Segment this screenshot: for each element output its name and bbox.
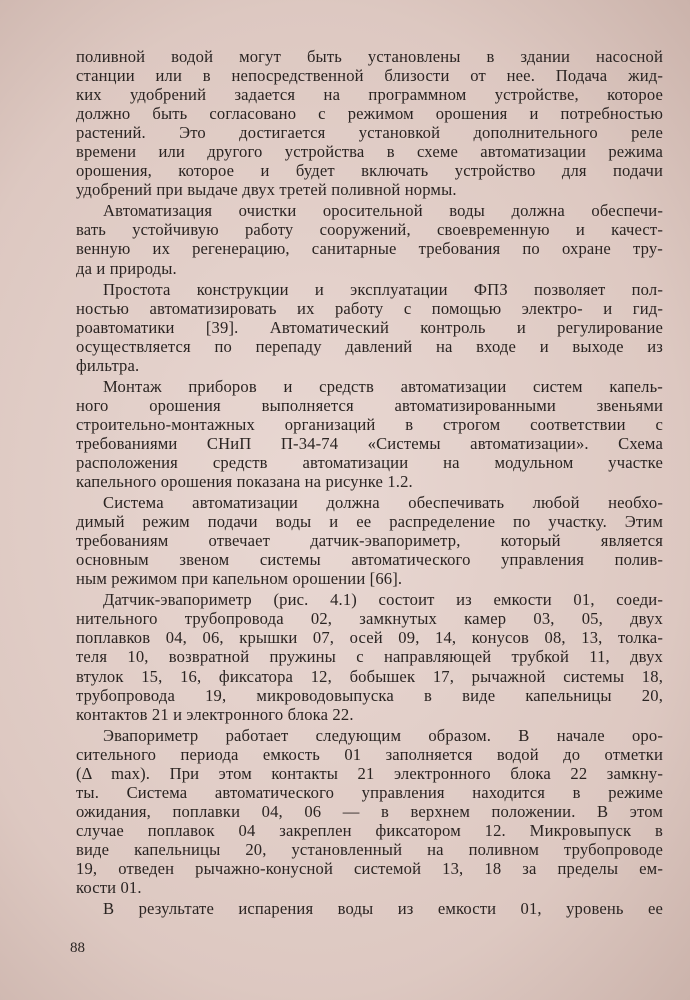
text-line: Автоматизация очистки оросительной воды должна обеспечи-: [103, 201, 663, 221]
text-line: ожидания, поплавки 04, 06 — в верхнем положении. В этом: [76, 801, 663, 821]
text-line: фильтра.: [76, 355, 140, 375]
paragraph: [76, 493, 663, 588]
text-line: капельного орошения показана на рисунке 1.2.: [76, 472, 413, 492]
paragraph: [76, 201, 663, 277]
text-line: осуществляется по перепаду давлений на входе и выходе из: [76, 336, 663, 356]
text-line: Простота конструкции и эксплуатации ФПЗ позволяет пол-: [103, 279, 663, 299]
page-number: 88: [70, 940, 85, 956]
paragraph: [76, 726, 663, 897]
text-line: требованиями СНиП П-34-74 «Системы автоматизации». Схема: [76, 433, 663, 453]
text-line: трубопровода 19, микроводовыпуска в виде капельницы 20,: [76, 685, 663, 705]
text-line: 19, отведен рычажно-конусной системой 13, 18 за пределы ем-: [76, 858, 663, 878]
text-line: вать устойчивую работу сооружений, своевременную и качест-: [76, 220, 663, 240]
text-line: роавтоматики [39]. Автоматический контроль и регулирование: [76, 317, 663, 337]
paragraph: [76, 47, 663, 199]
paragraph: [76, 280, 663, 375]
text-line: В результате испарения воды из емкости 01, уровень ее: [103, 899, 663, 919]
text-line: (Δ max). При этом контакты 21 электронного блока 22 замкну-: [76, 763, 663, 783]
text-line: времени или другого устройства в схеме автоматизации режима: [76, 142, 663, 162]
text-line: ностью автоматизировать их работу с помощью электро- и гид-: [76, 298, 663, 318]
text-line: поплавков 04, 06, крышки 07, осей 09, 14, конусов 08, 13, толка-: [76, 628, 663, 648]
text-line: Монтаж приборов и средств автоматизации систем капель-: [103, 376, 663, 396]
text-line: должно быть согласовано с режимом орошения и потребностью: [76, 104, 663, 124]
page-text-body: [76, 47, 663, 920]
text-line: да и природы.: [76, 258, 177, 278]
text-line: нительного трубопровода 02, замкнутых камер 03, 05, двух: [76, 609, 663, 629]
text-line: ты. Система автоматического управления находится в режиме: [76, 782, 663, 802]
text-line: основным звеном системы автоматического управления полив-: [76, 550, 663, 570]
text-line: димый режим подачи воды и ее распределение по участку. Этим: [76, 512, 663, 532]
text-line: сительного периода емкость 01 заполняется водой до отметки: [76, 744, 663, 764]
text-line: ным режимом при капельном орошении [66].: [76, 569, 403, 589]
text-line: венную их регенерацию, санитарные требования по охране тру-: [76, 239, 663, 259]
text-line: поливной водой могут быть установлены в здании насосной: [76, 47, 663, 66]
text-line: контактов 21 и электронного блока 22.: [76, 704, 354, 724]
text-line: строительно-монтажных организаций в строгом соответствии с: [76, 414, 663, 434]
text-line: растений. Это достигается установкой дополнительного реле: [76, 123, 663, 143]
text-line: Эвапориметр работает следующим образом. В начале оро-: [103, 725, 663, 745]
text-line: требованиям отвечает датчик-эвапориметр, который является: [76, 531, 663, 551]
paragraph: [76, 377, 663, 491]
text-line: виде капельницы 20, установленный на поливном трубопроводе: [76, 839, 663, 859]
text-line: Система автоматизации должна обеспечивать любой необхо-: [103, 493, 663, 513]
text-line: теля 10, возвратной пружины с направляющей трубкой 11, двух: [76, 647, 663, 667]
text-line: втулок 15, 16, фиксатора 12, бобышек 17, рычажной системы 18,: [76, 666, 663, 686]
text-line: ного орошения выполняется автоматизированными звеньями: [76, 395, 663, 415]
text-line: случае поплавок 04 закреплен фиксатором 12. Микровыпуск в: [76, 820, 663, 840]
paragraph: [76, 590, 663, 723]
paragraph: [76, 899, 663, 918]
text-line: удобрений при выдаче двух третей поливной нормы.: [76, 180, 457, 200]
text-line: кости 01.: [76, 878, 142, 898]
text-line: Датчик-эвапориметр (рис. 4.1) состоит из емкости 01, соеди-: [103, 590, 663, 610]
text-line: расположения средств автоматизации на модульном участке: [76, 452, 663, 472]
text-line: станции или в непосредственной близости от нее. Подача жид-: [76, 66, 663, 86]
text-line: ких удобрений задается на программном устройстве, которое: [76, 85, 663, 105]
text-line: орошения, которое и будет включать устройство для подачи: [76, 161, 663, 181]
